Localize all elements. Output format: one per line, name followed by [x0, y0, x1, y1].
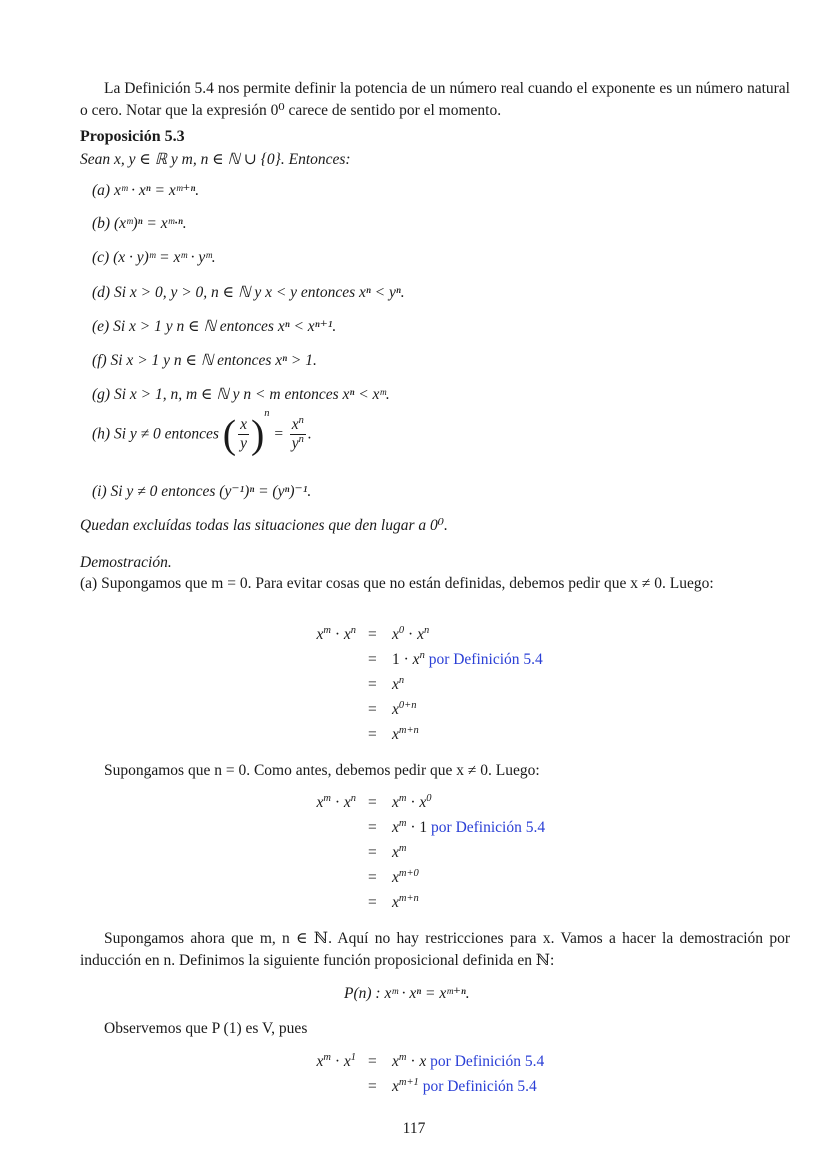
proposition-item-b: (b) (xᵐ)ⁿ = xᵐ·ⁿ. [92, 215, 187, 232]
right-paren-icon: ) [250, 411, 265, 457]
pn-definition: P(n) : xᵐ · xⁿ = xᵐ⁺ⁿ. [344, 985, 470, 1002]
definition-5-4-link[interactable]: por Definición 5.4 [422, 1078, 537, 1095]
proposition-item-g: (g) Si x > 1, n, m ∈ ℕ y n < m entonces xⁿ < xᵐ. [92, 386, 390, 403]
proof-label: Demostración. [80, 554, 172, 571]
proof-case-m0: (a) Supongamos que m = 0. Para evitar cosas que no están definidas, debemos pedir que x ≠ 0. Luego: [80, 575, 714, 592]
proposition-item-e: (e) Si x > 1 y n ∈ ℕ entonces xⁿ < xⁿ⁺¹. [92, 318, 337, 335]
proof-induction-text: Supongamos ahora que m, n ∈ ℕ. Aquí no hay restricciones para x. Vamos a hacer la demostración por inducción en n. Definimos la siguiente función proposicional definida en ℕ: [80, 930, 790, 969]
proposition-item-c: (c) (x · y)ᵐ = xᵐ · yᵐ. [92, 249, 216, 266]
proposition-statement: Sean x, y ∈ ℝ y m, n ∈ ℕ ∪ {0}. Entonces: [80, 151, 351, 168]
proposition-note: Quedan excluídas todas las situaciones que den lugar a 0⁰. [80, 517, 448, 534]
definition-5-4-link[interactable]: por Definición 5.4 [428, 651, 543, 668]
proposition-item-h: (h) Si y ≠ 0 entonces ( $\frac{x}{y}$ )$^n$ = $\frac{x^n}{y^n}$ . [92, 408, 312, 457]
proof-case-n0: Supongamos que n = 0. Como antes, debemos pedir que x ≠ 0. Luego: [104, 762, 540, 779]
left-paren-icon: ( [222, 411, 237, 457]
proposition-title: Proposición 5.3 [80, 128, 185, 145]
page-number: 117 [402, 1120, 426, 1137]
intro-paragraph: La Definición 5.4 nos permite definir la potencia de un número real cuando el exponente es un número natural o cero. Notar que la expresión 0⁰ carece de sentido por el momento. [80, 80, 790, 119]
definition-5-4-link[interactable]: por Definición 5.4 [430, 1053, 545, 1070]
proposition-item-i: (i) Si y ≠ 0 entonces (y⁻¹)ⁿ = (yⁿ)⁻¹. [92, 483, 312, 500]
page: La Definición 5.4 nos permite definir la potencia de un número real cuando el exponente es un número natural o cero. Notar que la expresión 0⁰ carece de sentido por el momento. Proposición 5.3 Sean x, y ∈ ℝ y m, n ∈ ℕ ∪ {0}. Entonces: (a) xᵐ · xⁿ = xᵐ⁺ⁿ. (b) (xᵐ)ⁿ = xᵐ·ⁿ. (c) (x · y)ᵐ = xᵐ · yᵐ. (d) Si x > 0, y > 0, n ∈ ℕ y x < y entonces xⁿ < yⁿ. (e) Si x > 1 y n ∈ ℕ entonces xⁿ < xⁿ⁺¹. (f) Si x > 1 y n ∈ ℕ entonces xⁿ > 1. (g) Si x > 1, n, m ∈ ℕ y n < m entonces xⁿ < xᵐ. (h) Si y ≠ 0 entonces ( $\frac{x}{y}$ )$^n$ = $\frac{x^n}{y^n}$ . (i) Si y ≠ 0 entonces (y⁻¹)ⁿ = (yⁿ)⁻¹. Quedan excluídas todas las situaciones que den lugar a 0⁰. Demostración. (a) Supongamos que m = 0. Para evitar cosas que no están definidas, debemos pedir que x ≠ 0. Luego: $x^m \cdot x^n$ = $x^0 \cdot x^n$ = $1 \cdot x^n$ por Definición 5.4 = $x^n$ = $x^{0+n}$ = $x^{m+n}$ Supongamos que n = 0. Como antes, debemos pedir que x ≠ 0. Luego: $x^m \cdot x^n$ = $x^m \cdot x^0$ = $x^m \cdot 1$ por Definición 5.4 = $x^m$ = $x^{m+0}$ = $x^{m+n}$ Supongamos ahora que m, n ∈ ℕ. Aquí no hay restricciones para x. Vamos a hacer la demostración por inducción en n. Definimos la siguiente función proposicional definida en ℕ: P(n) : xᵐ · xⁿ = xᵐ⁺ⁿ. Observemos que P (1) es V, pues $x^m \cdot x^1$ = $x^m \cdot x$ por Definición 5.4 = $x^{m+1}$ por Definición 5.4 117 [0, 0, 828, 1171]
proposition-item-d: (d) Si x > 0, y > 0, n ∈ ℕ y x < y entonces xⁿ < yⁿ. [92, 284, 405, 301]
proposition-item-f: (f) Si x > 1 y n ∈ ℕ entonces xⁿ > 1. [92, 352, 317, 369]
proposition-item-a: (a) xᵐ · xⁿ = xᵐ⁺ⁿ. [92, 182, 200, 199]
definition-5-4-link[interactable]: por Definición 5.4 [431, 819, 546, 836]
proof-observe-text: Observemos que P (1) es V, pues [104, 1020, 308, 1037]
